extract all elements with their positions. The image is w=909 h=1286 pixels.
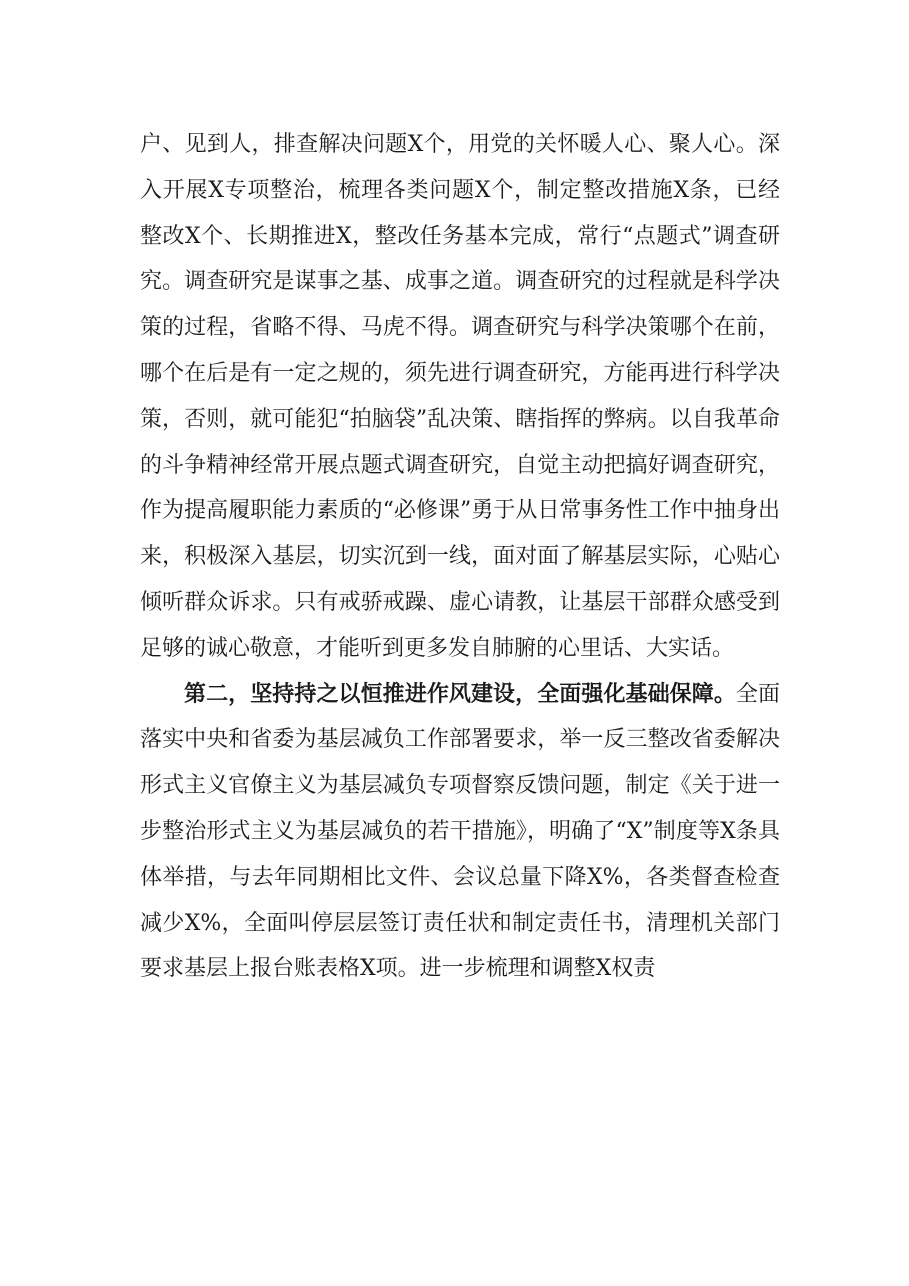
paragraph-2: [140, 672, 780, 993]
paragraph-2-heading: 第二，坚持持之以恒推进作风建设，全面强化基础保障。: [184, 680, 736, 707]
paragraph-1-text: 户、见到人，排查解决问题X个，用党的关怀暖人心、聚人心。深入开展X专项整治，梳理各类问题X个，制定整改措施X条，已经整改X个、长期推进X，整改任务基本完成，常行“点题式”调查研究。调查研究是谋事之基、成事之道。调查研究的过程就是科学决策的过程，省略不得、马虎不得。调查研究与科学决策哪个在前，哪个在后是有一定之规的，须先进行调查研究，方能再进行科学决策，否则，就可能犯“拍脑袋”乱决策、瞎指挥的弊病。以自我革命的斗争精神经常开展点题式调查研究，自觉主动把搞好调查研究，作为提高履职能力素质的“必修课”勇于从日常事务性工作中抽身出来，积极深入基层，切实沉到一线，面对面了解基层实际，心贴心倾听群众诉求。只有戒骄戒躁、虚心请教，让基层干部群众感受到足够的诚心敬意，才能听到更多发自肺腑的心里话、大实话。: [140, 132, 780, 661]
paragraph-1: [140, 122, 780, 672]
document-body: [140, 122, 780, 992]
paragraph-2-text: 全面落实中央和省委为基层减负工作部署要求，举一反三整改省委解决形式主义官僚主义为基层减负专项督察反馈问题，制定《关于进一步整治形式主义为基层减负的若干措施》，明确了“X”制度等X条具体举措，与去年同期相比文件、会议总量下降X%，各类督查检查减少X%，全面叫停层层签订责任状和制定责任书，清理机关部门要求基层上报台账表格X项。进一步梳理和调整X权责: [140, 681, 780, 982]
